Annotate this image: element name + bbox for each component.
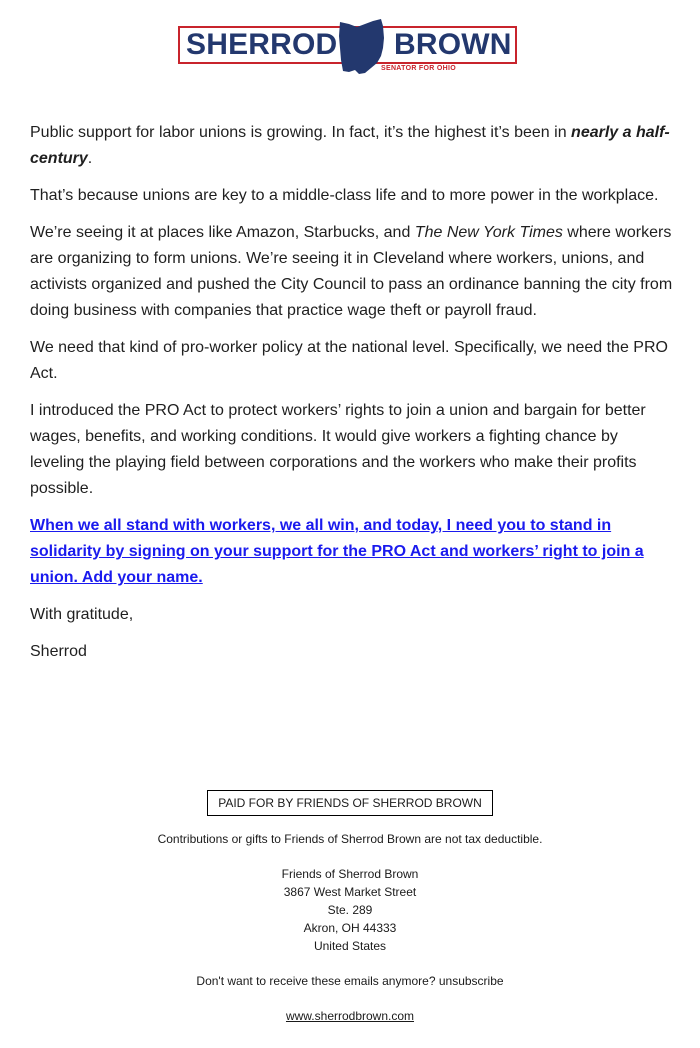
website-line	[0, 1007, 700, 1025]
ohio-state-outline-icon	[337, 18, 387, 76]
paid-for-disclaimer: PAID FOR BY FRIENDS OF SHERROD BROWN	[207, 790, 493, 816]
tax-disclaimer: Contributions or gifts to Friends of Sherrod Brown are not tax deductible.	[157, 832, 543, 846]
paragraph-1	[30, 120, 675, 172]
sherrod-brown-logo	[178, 20, 521, 72]
paragraph-3-end: where workers are organizing to form unions. We’re seeing it in Cleveland where workers, unions, and activists organized and pushed the City Council to pass an ordinance banning the city from doing business with companies that practice wage theft or payroll fraud.	[30, 224, 673, 319]
unsubscribe-line	[0, 972, 700, 990]
paragraph-1-period: .	[87, 150, 93, 167]
address-city: Akron, OH 44333	[303, 921, 397, 935]
signature: Sherrod	[30, 643, 87, 660]
paragraph-2: That’s because unions are key to a middle-class life and to more power in the workplace.	[30, 187, 659, 204]
address-org: Friends of Sherrod Brown	[281, 867, 419, 881]
add-your-name-link[interactable]: When we all stand with workers, we all win, and today, I need you to stand in solidarity by signing on your support for the PRO Act and workers’ right to join a union. Add your name.	[30, 517, 644, 586]
paragraph-4: We need that kind of pro-worker policy at the national level. Specifically, we need the PRO Act.	[30, 339, 668, 382]
logo-first-name: SHERROD	[186, 28, 338, 61]
website-link[interactable]: www.sherrodbrown.com	[285, 1009, 415, 1023]
paragraph-3-publication: The New York Times	[414, 224, 563, 241]
unsubscribe-prompt: Don't want to receive these emails anymore?	[196, 974, 436, 988]
closing-line: With gratitude,	[30, 606, 134, 623]
logo-last-name: BROWN	[394, 28, 512, 61]
address-street: 3867 West Market Street	[283, 885, 417, 899]
email-body	[30, 120, 675, 676]
paragraph-3-start: We’re seeing it at places like Amazon, Starbucks, and	[30, 224, 415, 241]
address-suite: Ste. 289	[327, 903, 373, 917]
email-footer	[0, 790, 700, 1025]
paragraph-1-text: Public support for labor unions is growing. In fact, it’s the highest it’s been in	[30, 124, 572, 141]
unsubscribe-link[interactable]: unsubscribe	[438, 974, 504, 988]
address-country: United States	[313, 939, 387, 953]
logo-subtitle: SENATOR FOR OHIO	[381, 65, 456, 72]
paragraph-5: I introduced the PRO Act to protect workers’ rights to join a union and bargain for better wages, benefits, and working conditions. It would give workers a fighting chance by leveling the playing field between corporations and the workers who make their profits possible.	[30, 402, 646, 497]
paragraph-3	[30, 220, 675, 324]
paragraph-1-emphasis: nearly a half-century	[30, 124, 670, 167]
